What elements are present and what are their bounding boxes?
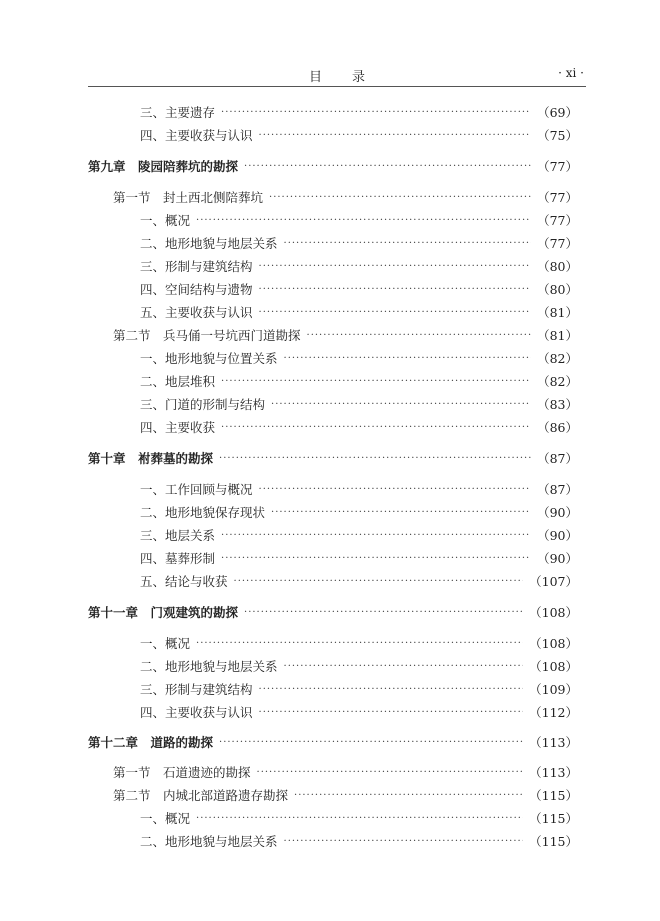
toc-entry-page: （115） <box>529 788 578 803</box>
toc-subsection-entry[interactable] <box>140 572 578 592</box>
toc-entry-title: 五、主要收获与认识 <box>140 305 253 320</box>
toc-entry-title: 四、主要收获与认识 <box>140 705 253 720</box>
toc-entry-page: （77） <box>537 190 578 205</box>
dot-leader <box>219 449 531 469</box>
toc-entry-page: （77） <box>537 213 578 228</box>
toc-entry-page: （87） <box>537 482 578 497</box>
toc-entry-title: 二、地层堆积 <box>140 374 216 389</box>
dot-leader <box>219 733 523 753</box>
toc-entry-page: （87） <box>537 451 578 466</box>
toc-entry-page: （82） <box>537 351 578 366</box>
toc-subsection-entry[interactable] <box>140 657 578 677</box>
dot-leader <box>259 703 524 723</box>
toc-entry-page: （69） <box>537 105 578 120</box>
toc-entry-page: （90） <box>537 528 578 543</box>
toc-section-entry[interactable] <box>113 188 578 208</box>
toc-entry-page: （77） <box>537 159 578 174</box>
dot-leader <box>257 763 524 783</box>
toc-entry-page: （86） <box>537 420 578 435</box>
dot-leader <box>284 832 524 852</box>
toc-entry-title: 一、地形地貌与位置关系 <box>140 351 278 366</box>
dot-leader <box>271 395 531 415</box>
toc-entry-title: 四、主要收获与认识 <box>140 128 253 143</box>
toc-entry-page: （112） <box>529 705 578 720</box>
toc-entry-page: （77） <box>537 236 578 251</box>
toc-entry-title: 四、空间结构与遗物 <box>140 282 253 297</box>
toc-subsection-entry[interactable] <box>140 526 578 546</box>
toc-subsection-entry[interactable] <box>140 257 578 277</box>
toc-subsection-entry[interactable] <box>140 480 578 500</box>
toc-subsection-entry[interactable] <box>140 372 578 392</box>
toc-entry-page: （82） <box>537 374 578 389</box>
toc-entry-title: 二、地形地貌保存现状 <box>140 505 266 520</box>
dot-leader <box>196 634 523 654</box>
toc-entry-page: （90） <box>537 551 578 566</box>
toc-entry-title: 三、主要遗存 <box>140 105 216 120</box>
dot-leader <box>307 326 532 346</box>
toc-subsection-entry[interactable] <box>140 809 578 829</box>
toc-subsection-entry[interactable] <box>140 103 578 123</box>
dot-leader <box>284 349 532 369</box>
dot-leader <box>269 188 531 208</box>
page-title-char-2: 录 <box>352 70 366 85</box>
dot-leader <box>259 680 524 700</box>
toc-entry-page: （109） <box>529 682 578 697</box>
dot-leader <box>234 572 524 592</box>
dot-leader <box>284 234 532 254</box>
toc-entry-title: 二、地形地貌与地层关系 <box>140 659 278 674</box>
toc-section-entry[interactable] <box>113 763 578 783</box>
toc-entry-title: 第二节 内城北部道路遗存勘探 <box>113 788 289 803</box>
toc-entry-title: 三、形制与建筑结构 <box>140 682 253 697</box>
toc-entry-title: 第二节 兵马俑一号坑西门道勘探 <box>113 328 301 343</box>
dot-leader <box>259 303 532 323</box>
toc-entry-title: 三、形制与建筑结构 <box>140 259 253 274</box>
toc-entry-page: （115） <box>529 834 578 849</box>
dot-leader <box>196 809 523 829</box>
toc-entry-title: 四、主要收获 <box>140 420 216 435</box>
toc-entry-page: （80） <box>537 282 578 297</box>
toc-subsection-entry[interactable] <box>140 549 578 569</box>
page-number: · xi · <box>558 66 584 80</box>
toc-entry-page: （115） <box>529 811 578 826</box>
toc-entry-title: 三、门道的形制与结构 <box>140 397 266 412</box>
toc-entry-title: 一、概况 <box>140 811 191 826</box>
dot-leader <box>259 257 532 277</box>
dot-leader <box>244 157 531 177</box>
toc-chapter-entry[interactable] <box>88 733 578 753</box>
dot-leader <box>221 418 531 438</box>
toc-subsection-entry[interactable] <box>140 703 578 723</box>
toc-subsection-entry[interactable] <box>140 126 578 146</box>
toc-entry-title: 四、墓葬形制 <box>140 551 216 566</box>
dot-leader <box>271 503 531 523</box>
toc-entry-title: 第一节 石道遗迹的勘探 <box>113 765 251 780</box>
toc-entry-page: （75） <box>537 128 578 143</box>
toc-entry-title: 第十二章 道路的勘探 <box>88 735 214 750</box>
toc-subsection-entry[interactable] <box>140 395 578 415</box>
dot-leader <box>259 280 532 300</box>
dot-leader <box>196 211 531 231</box>
dot-leader <box>259 480 532 500</box>
toc-entry-title: 三、地层关系 <box>140 528 216 543</box>
toc-entry-title: 二、地形地貌与地层关系 <box>140 834 278 849</box>
toc-subsection-entry[interactable] <box>140 634 578 654</box>
toc-entry-title: 一、概况 <box>140 636 191 651</box>
toc-chapter-entry[interactable] <box>88 603 578 623</box>
toc-entry-title: 一、概况 <box>140 213 191 228</box>
toc-entry-page: （108） <box>529 636 578 651</box>
dot-leader <box>284 657 524 677</box>
toc-entry-page: （113） <box>529 765 578 780</box>
dot-leader <box>244 603 523 623</box>
toc-subsection-entry[interactable] <box>140 680 578 700</box>
toc-subsection-entry[interactable] <box>140 349 578 369</box>
toc-entry-page: （90） <box>537 505 578 520</box>
toc-section-entry[interactable] <box>113 786 578 806</box>
toc-entry-page: （81） <box>537 328 578 343</box>
toc-entry-title: 第九章 陵园陪葬坑的勘探 <box>88 159 239 174</box>
toc-entry-page: （83） <box>537 397 578 412</box>
toc-entry-title: 第十一章 门观建筑的勘探 <box>88 605 239 620</box>
toc-subsection-entry[interactable] <box>140 832 578 852</box>
dot-leader <box>221 372 531 392</box>
toc-entry-title: 第十章 祔葬墓的勘探 <box>88 451 214 466</box>
toc-subsection-entry[interactable] <box>140 234 578 254</box>
toc-entry-page: （108） <box>529 605 578 620</box>
toc-entry-title: 第一节 封土西北侧陪葬坑 <box>113 190 264 205</box>
toc-entry-page: （81） <box>537 305 578 320</box>
dot-leader <box>259 126 532 146</box>
toc-entry-page: （80） <box>537 259 578 274</box>
dot-leader <box>221 549 531 569</box>
toc-entry-page: （108） <box>529 659 578 674</box>
toc-subsection-entry[interactable] <box>140 211 578 231</box>
toc-subsection-entry[interactable] <box>140 303 578 323</box>
toc-subsection-entry[interactable] <box>140 280 578 300</box>
toc-entry-title: 二、地形地貌与地层关系 <box>140 236 278 251</box>
toc-chapter-entry[interactable] <box>88 449 578 469</box>
toc-subsection-entry[interactable] <box>140 418 578 438</box>
toc-subsection-entry[interactable] <box>140 503 578 523</box>
toc-entry-title: 一、工作回顾与概况 <box>140 482 253 497</box>
page-title-char-1: 目 <box>308 70 322 85</box>
dot-leader <box>221 103 531 123</box>
toc-entry-page: （113） <box>529 735 578 750</box>
dot-leader <box>221 526 531 546</box>
toc-entry-page: （107） <box>529 574 578 589</box>
toc-section-entry[interactable] <box>113 326 578 346</box>
dot-leader <box>294 786 523 806</box>
toc-entry-title: 五、结论与收获 <box>140 574 228 589</box>
toc-chapter-entry[interactable] <box>88 157 578 177</box>
